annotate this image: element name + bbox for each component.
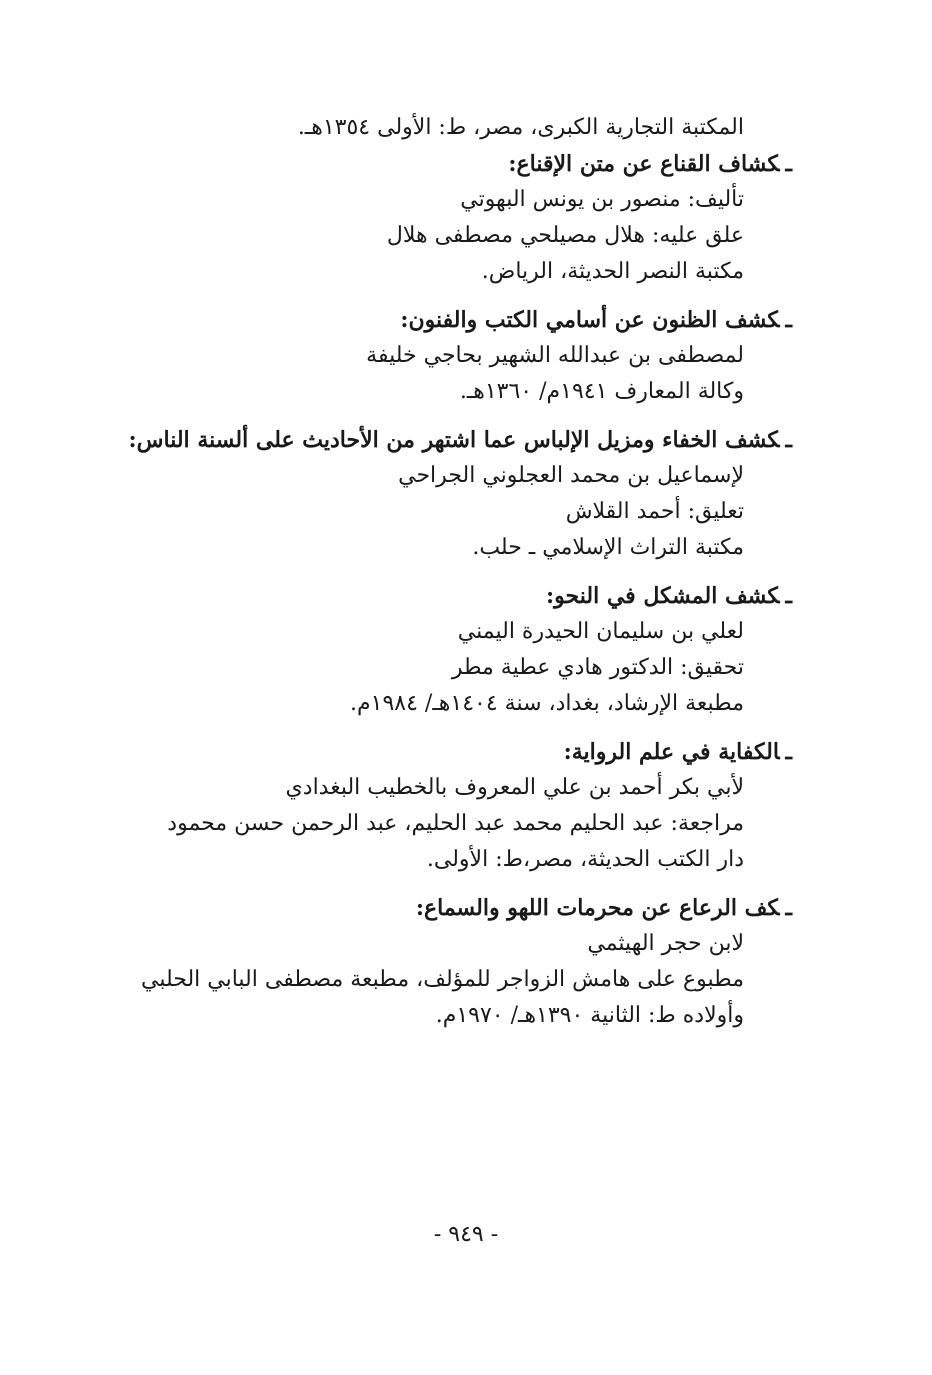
- intro-line: المكتبة التجارية الكبرى، مصر، ط: الأولى ١٣٥٤هـ.: [297, 115, 744, 140]
- entry-dash: ـ: [785, 307, 792, 333]
- bibliography-entry: [92, 734, 792, 878]
- entry-title: [92, 890, 792, 926]
- bibliography-entry: [92, 422, 792, 566]
- bibliography-column: [92, 110, 792, 1034]
- bibliography-entry: [92, 578, 792, 722]
- entry-title-text: الكفاية في علم الرواية:: [563, 739, 780, 765]
- entry-detail-line: لأبي بكر أحمد بن علي المعروف بالخطيب البغدادي: [285, 775, 744, 800]
- entry-title-text: كشاف القناع عن متن الإقناع:: [508, 151, 780, 177]
- entry-dash: ـ: [785, 583, 792, 609]
- entry-detail-line: لعلي بن سليمان الحيدرة اليمني: [457, 619, 744, 644]
- entry-detail-line: دار الكتب الحديثة، مصر،ط: الأولى.: [426, 847, 744, 872]
- entry-title-text: كشف الظنون عن أسامي الكتب والفنون:: [400, 307, 780, 333]
- entry-title-text: كشف الخفاء ومزيل الإلباس عما اشتهر من الأحاديث على ألسنة الناس:: [128, 427, 780, 453]
- entry-detail-line: تعليق: أحمد القلاش: [565, 499, 744, 524]
- entry-dash: ـ: [785, 895, 792, 921]
- entry-detail-line: مكتبة التراث الإسلامي ـ حلب.: [472, 535, 744, 560]
- entry-detail-line: مطبعة الإرشاد، بغداد، سنة ١٤٠٤هـ/ ١٩٨٤م.: [350, 691, 744, 716]
- entry-detail-line: تحقيق: الدكتور هادي عطية مطر: [451, 655, 744, 680]
- entry-detail-line: وأولاده ط: الثانية ١٣٩٠هـ/ ١٩٧٠م.: [435, 1003, 744, 1028]
- entry-title: [92, 302, 792, 338]
- page-number: - ٩٤٩ -: [433, 1222, 499, 1247]
- entry-title: [92, 422, 792, 458]
- entry-title-text: كف الرعاع عن محرمات اللهو والسماع:: [415, 895, 780, 921]
- entry-detail-line: مراجعة: عبد الحليم محمد عبد الحليم، عبد الرحمن حسن محمود: [167, 811, 744, 836]
- entry-title: [92, 146, 792, 182]
- entry-detail-line: مكتبة النصر الحديثة، الرياض.: [481, 259, 744, 284]
- entry-detail-line: لإسماعيل بن محمد العجلوني الجراحي: [398, 463, 744, 488]
- entries-list: [92, 146, 792, 1034]
- entry-title-text: كشف المشكل في النحو:: [546, 583, 780, 609]
- entry-detail-line: علق عليه: هلال مصيلحي مصطفى هلال: [386, 223, 744, 248]
- entry-detail-line: لمصطفى بن عبدالله الشهير بحاجي خليفة: [366, 343, 744, 368]
- entry-dash: ـ: [785, 427, 792, 453]
- entry-detail-line: تأليف: منصور بن يونس البهوتي: [460, 187, 744, 212]
- entry-title: [92, 734, 792, 770]
- entry-detail-line: لابن حجر الهيثمي: [587, 931, 744, 956]
- bibliography-entry: [92, 890, 792, 1034]
- entry-detail-line: مطبوع على هامش الزواجر للمؤلف، مطبعة مصطفى البابي الحلبي: [140, 967, 744, 992]
- entry-detail-line: وكالة المعارف ١٩٤١م/ ١٣٦٠هـ.: [459, 379, 744, 404]
- bibliography-entry: [92, 302, 792, 410]
- entry-title: [92, 578, 792, 614]
- entry-dash: ـ: [785, 739, 792, 765]
- bibliography-entry: [92, 146, 792, 290]
- entry-dash: ـ: [785, 151, 792, 177]
